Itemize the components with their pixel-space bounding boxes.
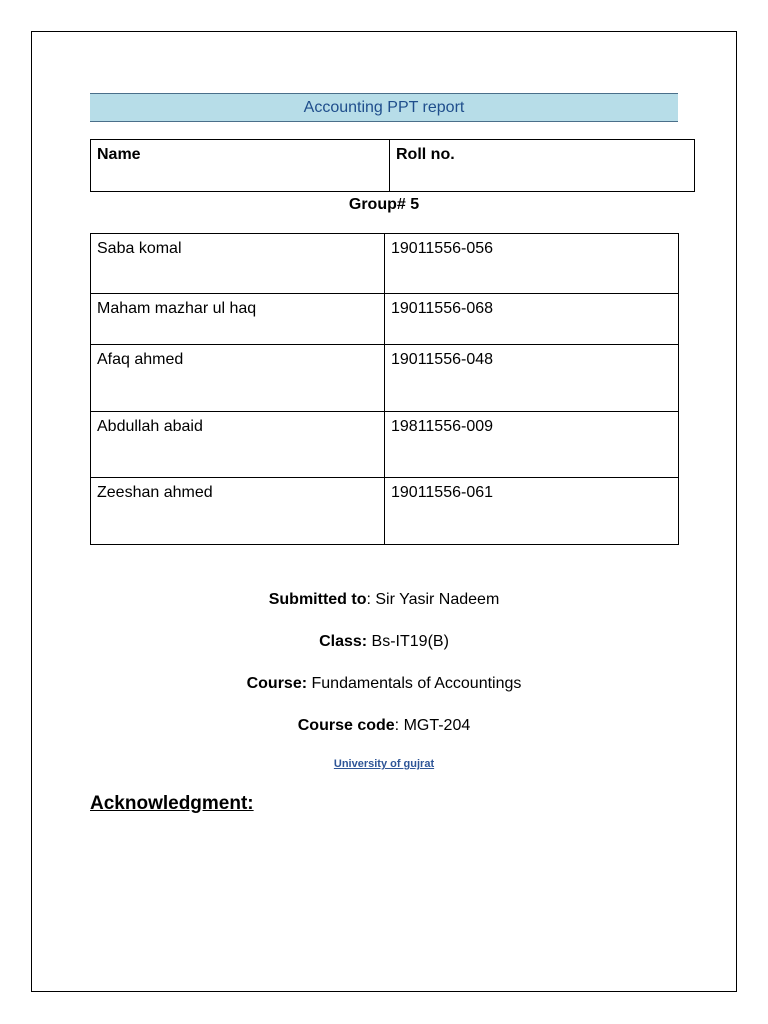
header-row [91,140,695,192]
course-line [0,675,768,693]
document-title: Accounting PPT report [90,93,678,122]
class-label: Class: [319,633,368,650]
name-header: Name [91,140,390,192]
member-roll: 19011556-048 [385,345,679,412]
member-roll: 19011556-056 [385,234,679,294]
member-name: Afaq ahmed [91,345,385,412]
course-code-line [0,717,768,735]
member-name: Zeeshan ahmed [91,478,385,545]
member-name: Maham mazhar ul haq [91,294,385,345]
university-link[interactable]: University of gujrat [333,758,435,770]
member-roll: 19811556-009 [385,412,679,478]
submitted-to-line [0,591,768,609]
course-label: Course: [246,675,308,692]
table-row [91,478,679,545]
class-line [0,633,768,651]
table-row [91,412,679,478]
member-roll: 19011556-061 [385,478,679,545]
acknowledgment-heading: Acknowledgment: [90,793,254,814]
class-value: Bs-IT19(B) [367,633,449,650]
member-roll: 19011556-068 [385,294,679,345]
group-label: Group# 5 [348,196,420,213]
table-row [91,294,679,345]
course-value: Fundamentals of Accountings [307,675,522,692]
members-table [90,233,679,545]
submitted-to-value: : Sir Yasir Nadeem [366,591,500,608]
roll-header: Roll no. [390,140,695,192]
member-name: Abdullah abaid [91,412,385,478]
member-name: Saba komal [91,234,385,294]
table-row [91,234,679,294]
table-row [91,345,679,412]
submitted-to-label: Submitted to [268,591,367,608]
course-code-label: Course code [297,717,395,734]
header-table [90,139,695,192]
course-code-value: : MGT-204 [394,717,471,734]
